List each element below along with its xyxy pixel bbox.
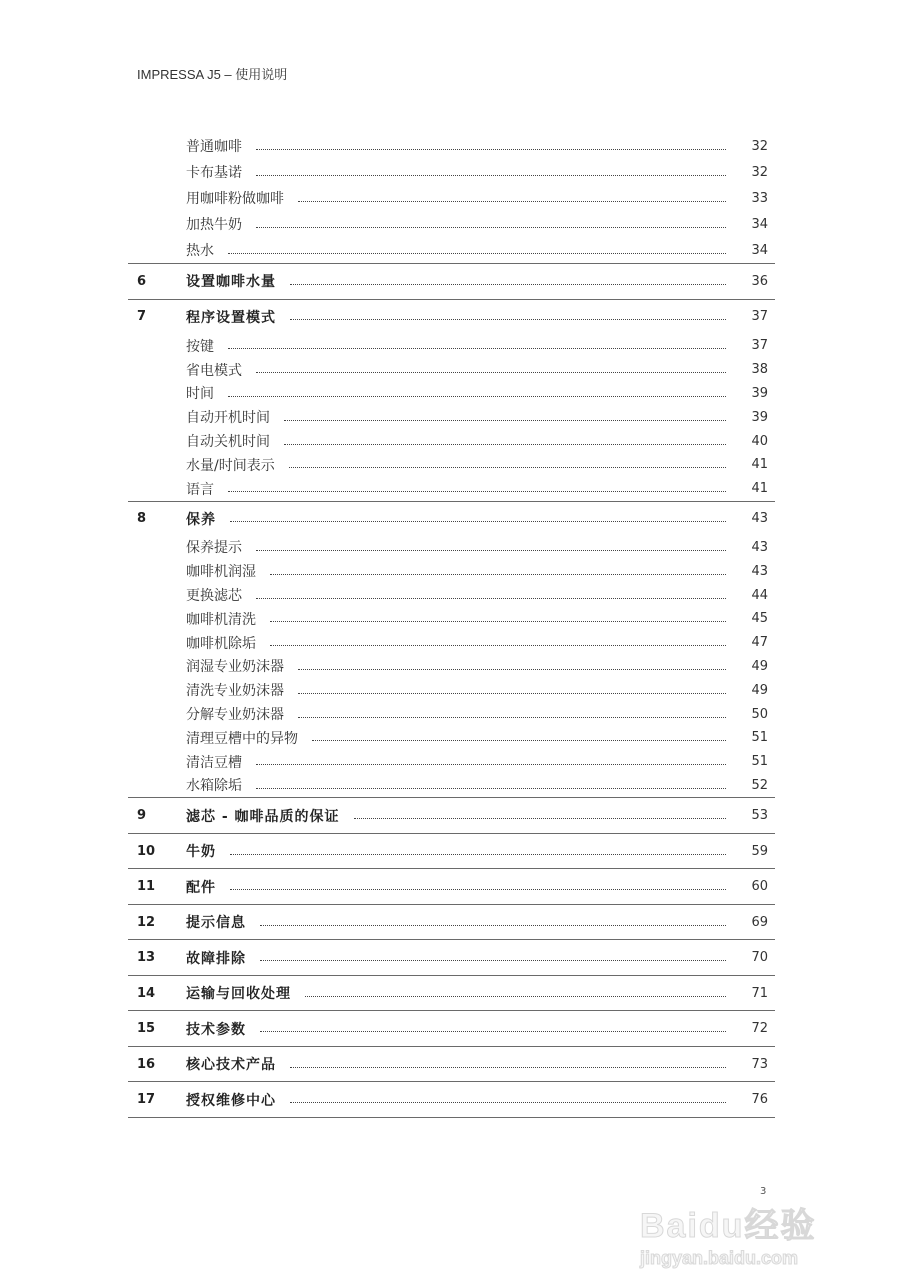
- page-ref: 34: [751, 216, 768, 232]
- dot-leader: [256, 598, 726, 599]
- page-ref: 69: [751, 914, 768, 930]
- toc-section: [128, 133, 775, 263]
- page-ref: 49: [751, 682, 768, 698]
- subentry-title: 水量/时间表示: [186, 457, 275, 474]
- toc-subentry[interactable]: [128, 655, 775, 679]
- dot-leader: [284, 444, 726, 445]
- page-ref: 34: [751, 242, 768, 258]
- toc-section: [128, 868, 775, 904]
- subentry-title: 保养提示: [186, 540, 242, 557]
- page-ref: 60: [751, 879, 768, 895]
- dot-leader: [230, 889, 726, 890]
- page-ref: 38: [751, 362, 768, 378]
- section-title: 技术参数: [186, 1021, 246, 1038]
- subentry-title: 加热牛奶: [186, 217, 242, 233]
- dot-leader: [290, 1102, 726, 1103]
- page-ref: 51: [751, 730, 768, 746]
- toc-section: [128, 1081, 775, 1118]
- subentry-title: 热水: [186, 243, 214, 259]
- section-title: 设置咖啡水量: [186, 274, 276, 291]
- page-number: 3: [760, 1186, 767, 1197]
- dot-leader: [270, 574, 726, 575]
- dot-leader: [289, 467, 726, 468]
- toc-subentry[interactable]: [128, 185, 775, 211]
- toc-section: [128, 939, 775, 975]
- dot-leader: [230, 521, 726, 522]
- section-number: 7: [137, 309, 147, 325]
- page-ref: 45: [751, 611, 768, 627]
- subentry-title: 用咖啡粉做咖啡: [186, 191, 284, 207]
- page-ref: 39: [751, 385, 768, 401]
- watermark-url: jingyan.baidu.com: [640, 1248, 799, 1268]
- toc-section: [128, 299, 775, 501]
- page-ref: 41: [751, 481, 768, 497]
- page-ref: 37: [751, 309, 768, 325]
- toc-subentry[interactable]: [128, 405, 775, 429]
- dot-leader: [228, 348, 726, 349]
- section-title: 滤芯 - 咖啡品质的保证: [186, 808, 340, 825]
- toc-entry[interactable]: [128, 869, 775, 904]
- toc-section: [128, 1046, 775, 1082]
- subentry-title: 清洗专业奶沫器: [186, 683, 284, 700]
- dot-leader: [256, 372, 726, 373]
- toc-subentry[interactable]: [128, 453, 775, 477]
- toc-subentry[interactable]: [128, 133, 775, 159]
- dot-leader: [256, 149, 726, 150]
- toc-entry[interactable]: [128, 976, 775, 1011]
- page-ref: 41: [751, 457, 768, 473]
- running-header: IMPRESSA J5 – 使用说明: [137, 67, 288, 82]
- toc-entry[interactable]: [128, 905, 775, 940]
- dot-leader: [298, 669, 726, 670]
- toc-subentry[interactable]: [128, 750, 775, 774]
- dot-leader: [290, 1067, 726, 1068]
- toc-subentry[interactable]: [128, 159, 775, 185]
- subentry-title: 润湿专业奶沫器: [186, 659, 284, 676]
- page-ref: 49: [751, 658, 768, 674]
- section-title: 配件: [186, 879, 216, 896]
- subentry-title: 水箱除垢: [186, 778, 242, 795]
- page-ref: 70: [751, 950, 768, 966]
- section-number: 13: [137, 950, 156, 966]
- page-ref: 43: [751, 539, 768, 555]
- toc-subentry[interactable]: [128, 358, 775, 382]
- section-title: 牛奶: [186, 844, 216, 861]
- section-number: 16: [137, 1056, 156, 1072]
- watermark-brand: Baidu经验: [640, 1207, 817, 1245]
- toc-subentry[interactable]: [128, 237, 775, 263]
- subentry-title: 普通咖啡: [186, 139, 242, 155]
- page-ref: 52: [751, 777, 768, 793]
- section-number: 8: [137, 511, 147, 527]
- toc-section: [128, 1010, 775, 1046]
- dot-leader: [312, 740, 726, 741]
- subentry-title: 自动关机时间: [186, 434, 270, 451]
- subentry-title: 清洁豆槽: [186, 754, 242, 771]
- page-ref: 32: [751, 164, 768, 180]
- toc-subentry[interactable]: [128, 382, 775, 406]
- page-ref: 44: [751, 587, 768, 603]
- page-ref: 37: [751, 338, 768, 354]
- dot-leader: [270, 645, 726, 646]
- dot-leader: [298, 693, 726, 694]
- dot-leader: [256, 175, 726, 176]
- toc-subentry[interactable]: [128, 477, 775, 501]
- section-title: 提示信息: [186, 915, 246, 932]
- dot-leader: [290, 319, 726, 320]
- toc-subentry[interactable]: [128, 631, 775, 655]
- section-number: 10: [137, 843, 156, 859]
- dot-leader: [290, 284, 726, 285]
- dot-leader: [228, 491, 726, 492]
- section-title: 故障排除: [186, 950, 246, 967]
- subentry-title: 咖啡机除垢: [186, 635, 256, 652]
- toc-section: [128, 975, 775, 1011]
- dot-leader: [256, 227, 726, 228]
- section-title: 核心技术产品: [186, 1057, 276, 1074]
- toc-subentry[interactable]: [128, 583, 775, 607]
- page-ref: 43: [751, 563, 768, 579]
- subentry-title: 咖啡机清洗: [186, 611, 256, 628]
- page-ref: 36: [751, 273, 768, 289]
- page-ref: 73: [751, 1056, 768, 1072]
- page-ref: 51: [751, 754, 768, 770]
- dot-leader: [260, 960, 726, 961]
- toc-entry[interactable]: [128, 834, 775, 869]
- toc-entry[interactable]: [128, 1082, 775, 1117]
- toc-section: [128, 263, 775, 299]
- page-ref: 53: [751, 808, 768, 824]
- toc-subentry[interactable]: [128, 536, 775, 560]
- dot-leader: [284, 420, 726, 421]
- toc-entry[interactable]: [128, 502, 775, 536]
- section-title: 程序设置模式: [186, 309, 276, 326]
- section-number: 6: [137, 273, 147, 289]
- section-number: 15: [137, 1021, 156, 1037]
- subentry-title: 更换滤芯: [186, 588, 242, 605]
- toc-entry[interactable]: [128, 798, 775, 833]
- dot-leader: [260, 925, 726, 926]
- dot-leader: [256, 788, 726, 789]
- page-ref: 43: [751, 511, 768, 527]
- dot-leader: [256, 550, 726, 551]
- toc-subentry[interactable]: [128, 211, 775, 237]
- section-number: 17: [137, 1092, 156, 1108]
- subentry-title: 时间: [186, 386, 214, 403]
- page-ref: 72: [751, 1021, 768, 1037]
- toc-entry[interactable]: [128, 940, 775, 975]
- dot-leader: [256, 764, 726, 765]
- dot-leader: [260, 1031, 726, 1032]
- section-number: 9: [137, 808, 147, 824]
- toc-subentry[interactable]: [128, 702, 775, 726]
- section-title: 运输与回收处理: [186, 986, 291, 1003]
- page-ref: 50: [751, 706, 768, 722]
- subentry-title: 清理豆槽中的异物: [186, 730, 298, 747]
- section-title: 保养: [186, 511, 216, 528]
- dot-leader: [298, 201, 726, 202]
- subentry-title: 按键: [186, 338, 214, 355]
- subentry-title: 自动开机时间: [186, 410, 270, 427]
- toc-section: [128, 833, 775, 869]
- subentry-title: 语言: [186, 481, 214, 498]
- section-number: 14: [137, 985, 156, 1001]
- page-ref: 40: [751, 433, 768, 449]
- subentry-title: 分解专业奶沫器: [186, 707, 284, 724]
- watermark: [640, 1206, 816, 1270]
- dot-leader: [230, 854, 726, 855]
- dot-leader: [270, 621, 726, 622]
- page-ref: 39: [751, 409, 768, 425]
- section-number: 11: [137, 879, 156, 895]
- table-of-contents: [128, 133, 775, 1118]
- toc-entry[interactable]: [128, 300, 775, 335]
- toc-subentry[interactable]: [128, 559, 775, 583]
- toc-subentry[interactable]: [128, 774, 775, 798]
- dot-leader: [354, 818, 726, 819]
- subentry-title: 咖啡机润湿: [186, 564, 256, 581]
- toc-entry[interactable]: [128, 1011, 775, 1046]
- page-ref: 33: [751, 190, 768, 206]
- page-ref: 71: [751, 985, 768, 1001]
- dot-leader: [228, 253, 726, 254]
- toc-subentry[interactable]: [128, 678, 775, 702]
- toc-section: [128, 797, 775, 833]
- toc-subentry[interactable]: [128, 334, 775, 358]
- subentry-title: 省电模式: [186, 362, 242, 379]
- dot-leader: [298, 717, 726, 718]
- dot-leader: [305, 996, 726, 997]
- page-ref: 76: [751, 1092, 768, 1108]
- toc-entry[interactable]: [128, 1047, 775, 1082]
- section-number: 12: [137, 914, 156, 930]
- subentry-title: 卡布基诺: [186, 165, 242, 181]
- toc-subentry[interactable]: [128, 429, 775, 453]
- page-ref: 47: [751, 635, 768, 651]
- dot-leader: [228, 396, 726, 397]
- toc-section: [128, 904, 775, 940]
- page-ref: 32: [751, 138, 768, 154]
- section-title: 授权维修中心: [186, 1092, 276, 1109]
- page-ref: 59: [751, 843, 768, 859]
- toc-section: [128, 501, 775, 798]
- toc-entry[interactable]: [128, 264, 775, 299]
- toc-subentry[interactable]: [128, 607, 775, 631]
- toc-subentry[interactable]: [128, 726, 775, 750]
